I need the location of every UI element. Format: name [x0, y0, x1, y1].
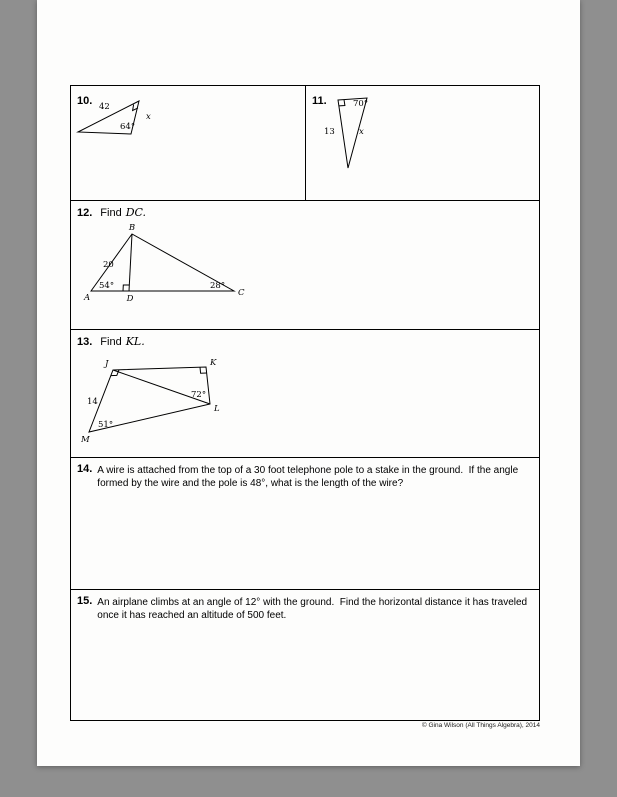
label-angle-54: 54° [99, 281, 115, 291]
problem-13-number: 13. [77, 336, 93, 348]
vertex-J: J [105, 359, 109, 369]
figure-10-triangle [76, 96, 196, 156]
vertex-C: C [238, 288, 245, 298]
problem-11-number: 11. [312, 95, 327, 107]
problem-14-cell [71, 458, 539, 589]
problem-14-text: A wire is attached from the top of a 30 foot telephone pole to a stake in the ground. If the angle formed by the wire and the pole is 48°, what is the length of the wire? [97, 465, 521, 490]
problem-12-number: 12. [77, 207, 93, 219]
problem-13-cell [71, 330, 539, 457]
problem-14-number: 14. [77, 463, 93, 475]
problem-10-cell [71, 86, 306, 200]
problem-12-heading [77, 206, 533, 219]
label-side-14: 14 [87, 397, 98, 407]
right-angle-marker-11 [339, 100, 345, 106]
figure-13-quadrilateral [81, 355, 261, 455]
table-row-1 [71, 86, 539, 200]
label-angle-72: 72° [191, 390, 207, 400]
label-side-13: 13 [324, 127, 335, 137]
problem-15-body [77, 595, 533, 622]
table-row-2 [71, 200, 539, 329]
table-row-5 [71, 589, 539, 720]
problem-12-cell [71, 201, 539, 329]
problem-15-cell [71, 590, 539, 720]
right-angle-marker-K [200, 367, 207, 373]
problem-15-number: 15. [77, 595, 93, 607]
copyright-notice: © Gina Wilson (All Things Algebra), 2014 [421, 722, 540, 729]
label-side-20: 20 [103, 260, 114, 270]
problem-13-target: KL. [125, 335, 145, 348]
label-x-10: x [146, 112, 151, 122]
vertex-L: L [214, 404, 220, 414]
problem-13-heading [77, 335, 533, 348]
problem-15-text: An airplane climbs at an angle of 12° with the ground. Find the horizontal distance it has traveled once it has reached an altitude of 500 feet. [97, 597, 530, 622]
worksheet-page [37, 0, 580, 766]
problem-12-prompt: Find [100, 207, 122, 219]
vertex-B: B [128, 223, 136, 233]
label-angle-51: 51° [98, 420, 114, 430]
table-row-3 [71, 329, 539, 457]
label-angle-64: 64° [120, 122, 136, 132]
vertex-M: M [81, 435, 90, 445]
label-angle-70: 70° [353, 99, 369, 109]
worksheet-table [70, 85, 540, 721]
problem-10-number: 10. [77, 95, 93, 107]
label-x-11: x [359, 127, 364, 137]
table-row-4 [71, 457, 539, 589]
vertex-D: D [126, 294, 134, 304]
problem-12-target: DC. [125, 206, 147, 219]
problem-13-prompt: Find [100, 336, 122, 348]
vertex-K: K [210, 358, 217, 368]
vertex-A: A [84, 293, 91, 303]
label-side-42: 42 [99, 102, 110, 112]
label-angle-28: 28° [210, 281, 226, 291]
right-angle-marker-12 [123, 285, 129, 291]
problem-11-cell [306, 86, 539, 200]
problem-14-body [77, 463, 533, 490]
altitude-BD [129, 234, 132, 291]
figure-11-triangle [316, 91, 436, 186]
figure-12-triangle [81, 221, 261, 306]
